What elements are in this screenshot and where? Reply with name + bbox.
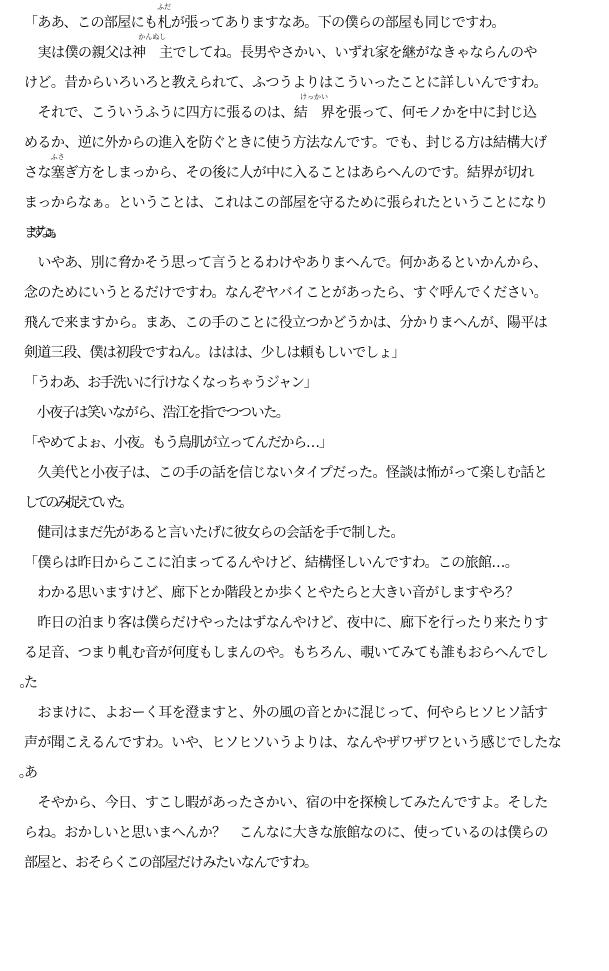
- text-segment: 実は僕の親父は: [24, 45, 132, 61]
- text-line: [24, 794, 609, 812]
- text-line: [24, 644, 609, 662]
- text-line: [24, 344, 609, 362]
- text-segment: 飛んで来ますから。まあ、この手のことに役立つかどうかは、分かりまへんが、陽平は: [24, 315, 548, 331]
- text-line: [24, 464, 609, 482]
- text-line: [24, 524, 609, 542]
- text-segment: そやから、今日、すこし暇があったさかい、宿の中を探検してみたんですよ。そした: [24, 795, 548, 811]
- text-line: [24, 404, 609, 422]
- text-line: [24, 494, 609, 512]
- text-line: [24, 224, 609, 242]
- text-line: [24, 584, 609, 602]
- text-line: [24, 434, 609, 452]
- text-segment: 昨日の泊まり客は僕らだけやったはずなんやけど、夜中に、廊下を行ったり来たりす: [24, 615, 548, 631]
- text-segment: 「僕らは昨日からここに泊まってるんやけど、結構怪しいんですわ。この旅館…。: [24, 555, 519, 571]
- text-segment: 「やめてよぉ、小夜。もう鳥肌が立ってんだから…」: [24, 435, 332, 451]
- text-segment: が張ってありますなあ。下の僕らの部屋も同じですわ。: [170, 15, 505, 31]
- text-line: [24, 314, 609, 332]
- text-segment: してのみ捉えていた。: [24, 495, 130, 511]
- text-segment: 「うわあ、お手洗いに行けなくなっちゃうジャン」: [24, 375, 317, 391]
- ruby-base: 札: [157, 15, 171, 31]
- text-segment: 念のためにいうとるだけですわ。なんぞヤバイことがあったら、すぐ呼んでください。: [24, 285, 548, 301]
- text-segment: それで、こういうふうに四方に張るのは、: [24, 105, 294, 121]
- ruby-base-text: [50, 153, 65, 182]
- text-segment: 剣道三段、僕は初段ですねん。ははは、少しは頼もしいでしょ」: [24, 345, 405, 361]
- ruby-annotation: けっかい: [299, 93, 328, 101]
- text-line: [24, 734, 609, 752]
- text-line: [24, 93, 609, 122]
- text-line: [24, 764, 609, 782]
- text-line: [24, 194, 609, 212]
- text-segment: けど。昔からいろいろと教えられて、ふつうよりはこういったことに詳しいんですわ。: [24, 75, 547, 91]
- text-segment: でしてね。長男やさかい、いずれ家を継がなきゃならんのや: [172, 45, 537, 61]
- text-line: [24, 554, 609, 572]
- text-segment: る足音、つまり軋む音が何度もしまんのや。もちろん、覗いてみても誰もおらへんでし: [24, 645, 549, 661]
- text-segment: わかる思いますけど、廊下とか階段とか歩くとやたらと大きい音がしますやろ？: [24, 585, 519, 601]
- text-segment: 声が聞こえるんですわ。いや、ヒソヒソいうよりは、なんやザワザワという感じでしたな: [24, 735, 562, 751]
- text-segment: めるか、逆に外からの進入を防ぐときに使う方法なんです。でも、封じる方は結構大げ: [24, 135, 547, 151]
- ruby-base: 塞: [50, 165, 65, 181]
- text-segment: らね。おかしいと思いまへんか？ こんなに大きな旅館なのに、使っているのは僕らの: [24, 825, 548, 841]
- ruby-annotation: ふだ: [157, 3, 172, 11]
- text-line: [24, 33, 609, 62]
- text-line: [24, 674, 609, 692]
- ruby-base: 結 界: [293, 105, 335, 121]
- ruby-annotation: ふさ: [50, 153, 65, 161]
- text-line: [24, 254, 609, 272]
- text-segment: いやあ、別に脅かそう思って言うとるわけやありまへんで。何かあるといかんから、: [24, 255, 547, 271]
- ruby-base-text: [157, 3, 172, 32]
- text-line: [24, 824, 609, 842]
- text-line: [24, 153, 609, 182]
- text-line: [24, 374, 609, 392]
- text-line: [24, 704, 609, 722]
- ruby-annotation: かんぬし: [138, 33, 167, 41]
- ruby-base: 神 主: [132, 45, 173, 61]
- ruby-base-text: [293, 93, 335, 122]
- text-line: [24, 284, 609, 302]
- text-segment: さな: [24, 165, 51, 181]
- text-line: [24, 74, 609, 92]
- ruby-base-text: [132, 33, 173, 62]
- text-segment: 久美代と小夜子は、この手の話を信じないタイプだった。怪談は怖がって楽しむ話と: [24, 465, 548, 481]
- text-segment: を張って、何モノかを中に封じ込: [334, 105, 537, 121]
- text-segment: おまけに、よおーく耳を澄ますと、外の風の音とかに混じって、何やらヒソヒソ話す: [24, 705, 548, 721]
- text-line: [24, 134, 609, 152]
- text-line: [24, 854, 609, 872]
- text-segment: 部屋と、おそらくこの部屋だけみたいなんですわ。: [24, 855, 317, 871]
- text-segment: 小夜子は笑いながら、浩江を指でつついた。: [24, 405, 289, 421]
- text-segment: ぎ方をしまっから、その後に人が中に入ることはあらへんのです。結界が切れ: [64, 165, 534, 181]
- text-segment: 「ああ、この部屋にも: [24, 15, 158, 31]
- text-segment: まっからなぁ。ということは、これはこの部屋を守るために張られたということになり: [24, 195, 548, 211]
- text-segment: 健司はまだ先があると言いたげに彼女らの会話を手で制した。: [24, 525, 404, 541]
- text-segment: ますなぁ。: [24, 225, 58, 241]
- text-line: [24, 614, 609, 632]
- text-line: [24, 3, 609, 32]
